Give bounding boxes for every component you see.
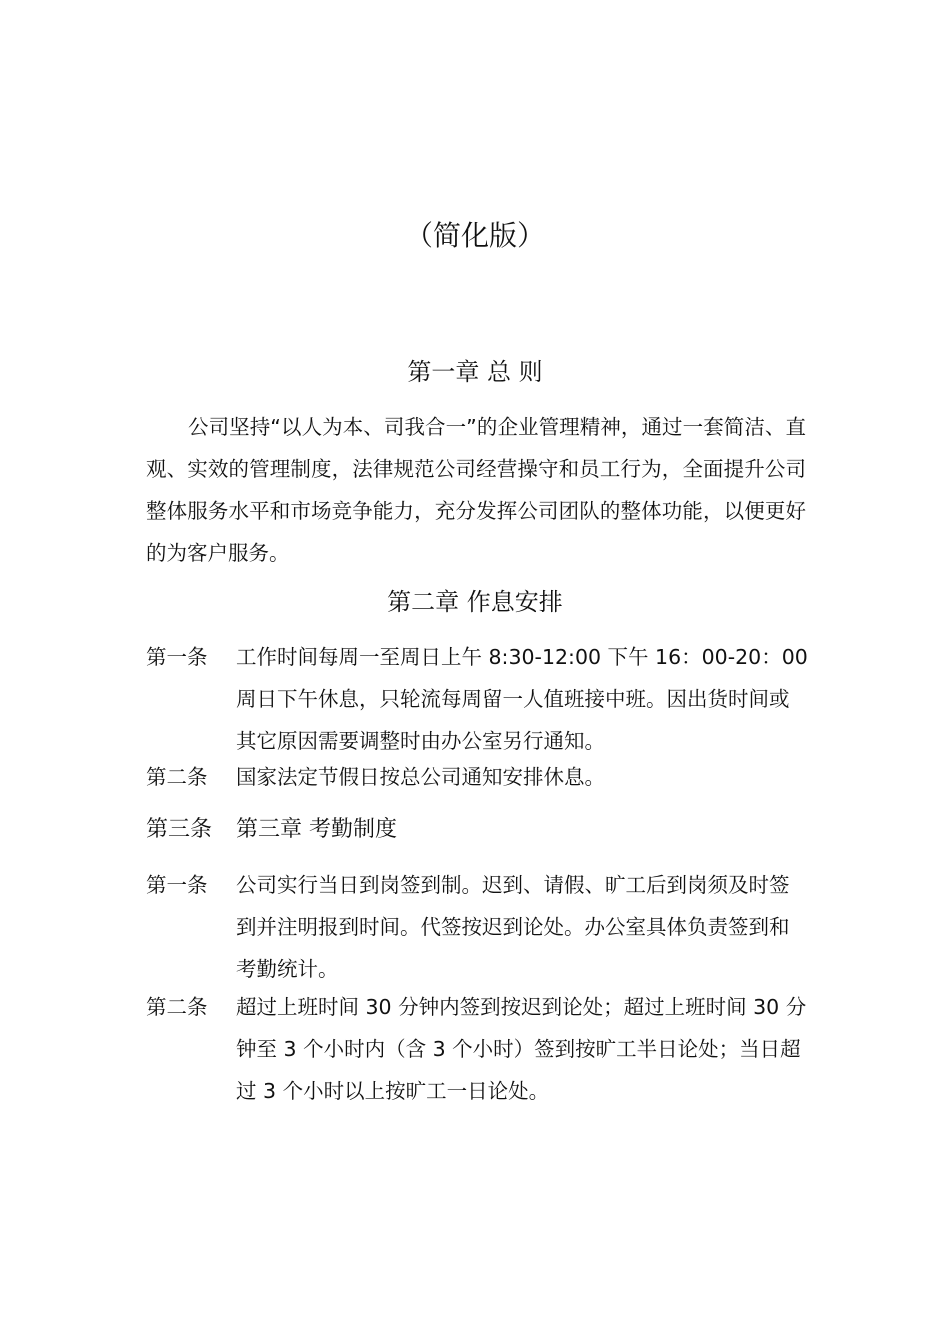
clause-text: 超过上班时间 30 分钟内签到按迟到论处；超过上班时间 30 分钟至 3 个小时内（含 3 个小时）签到按旷工半日论处；当日超过 3 个小时以上按旷工一日论处。 xyxy=(236,995,807,1103)
document-title: （简化版） xyxy=(404,219,545,252)
clause-label: 第一条 xyxy=(146,873,208,897)
clause-label: 第二条 xyxy=(146,995,208,1019)
chapter-3-heading-line xyxy=(146,808,826,852)
clause-label: 第二条 xyxy=(146,765,208,789)
chapter-2-heading: 第二章 作息安排 xyxy=(387,588,563,616)
clause-text: 公司实行当日到岗签到制。迟到、请假、旷工后到岗须及时签到并注明报到时间。代签按迟到论处。办公室具体负责签到和考勤统计。 xyxy=(236,873,790,981)
chapter-3-heading: 第三章 考勤制度 xyxy=(236,817,397,842)
chapter-2-clause-2 xyxy=(146,756,826,798)
chapter-1-heading: 第一章 总 则 xyxy=(407,358,543,386)
chapter-3-clause-1 xyxy=(146,864,826,990)
clause-text: 国家法定节假日按总公司通知安排休息。 xyxy=(236,765,605,789)
clause-label: 第三条 xyxy=(146,817,213,842)
chapter-3-clause-2 xyxy=(146,986,826,1112)
clause-text: 工作时间每周一至周日上午 8:30-12:00 下午 16：00-20：00 周日下午休息，只轮流每周留一人值班接中班。因出货时间或其它原因需要调整时由办公室另行通知。 xyxy=(236,645,808,753)
clause-label: 第一条 xyxy=(146,645,208,669)
chapter-1-paragraph: 公司坚持“以人为本、司我合一”的企业管理精神，通过一套简洁、直观、实效的管理制度，法律规范公司经营操守和员工行为，全面提升公司整体服务水平和市场竞争能力，充分发挥公司团队的整体功能，以便更好的为客户服务。 xyxy=(146,415,806,565)
chapter-2-clause-1 xyxy=(146,636,826,762)
